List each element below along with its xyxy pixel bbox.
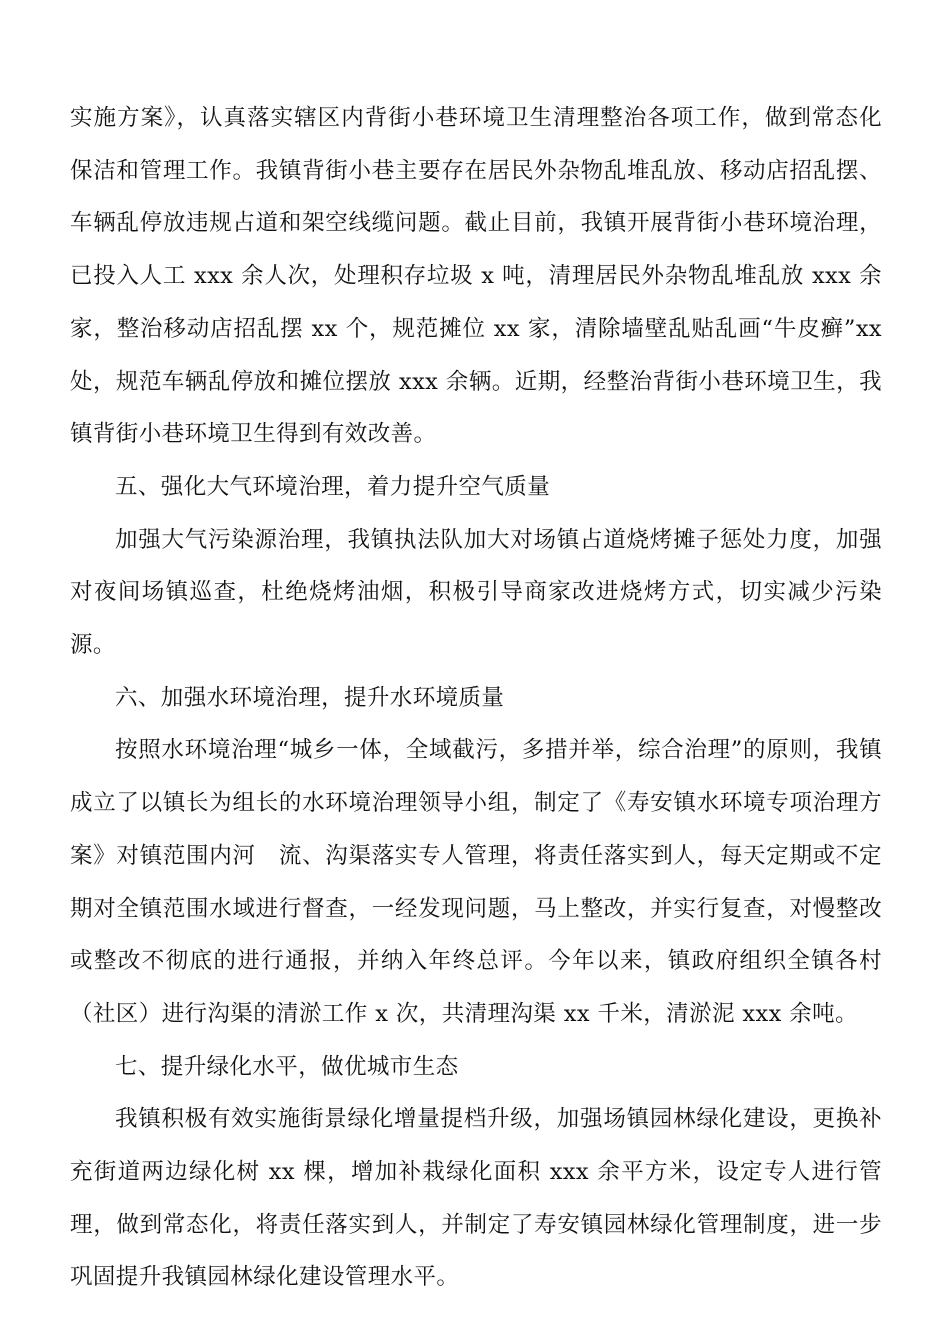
section-heading-6: 六、加强水环境治理，提升水环境质量 [115, 684, 505, 711]
section-heading-7: 七、提升绿化水平，做优城市生态 [115, 1053, 459, 1080]
paragraph-greening: 我镇积极有效实施街景绿化增量提档升级，加强场镇园林绿化建设，更换补充街道两边绿化树 xx 棵，增加补栽绿化面积 xxx 余平方米，设定专人进行管理，做到常态化，将责任落实到人，并制定了寿安镇园林绿化管理制度，进一步巩固提升我镇园林绿化建设管理水平。 [70, 1106, 882, 1291]
document-body [70, 92, 882, 1304]
section-heading-5: 五、强化大气环境治理，着力提升空气质量 [115, 473, 551, 500]
paragraph-air-quality: 加强大气污染源治理，我镇执法队加大对场镇占道烧烤摊子惩处力度，加强对夜间场镇巡查，杜绝烧烤油烟，积极引导商家改进烧烤方式，切实减少污染源。 [70, 526, 882, 659]
paragraph-water-quality: 按照水环境治理“城乡一体，全域截污，多措并举，综合治理”的原则，我镇成立了以镇长为组长的水环境治理领导小组，制定了《寿安镇水环境专项治理方案》对镇范围内河 流、沟渠落实专人管理，将责任落实到人，每天定期或不定期对全镇范围水域进行督查，一经发现问题，马上整改，并实行复查，对慢整改或整改不彻底的进行通报，并纳入年终总评。今年以来，镇政府组织全镇各村（社区）进行沟渠的清淤工作 x 次，共清理沟渠 xx 千米，清淤泥 xxx 余吨。 [70, 737, 882, 1027]
paragraph-continuation: 实施方案》，认真落实辖区内背街小巷环境卫生清理整治各项工作，做到常态化保洁和管理工作。我镇背街小巷主要存在居民外杂物乱堆乱放、移动店招乱摆、车辆乱停放违规占道和架空线缆问题。截止目前，我镇开展背街小巷环境治理，已投入人工 xxx 余人次，处理积存垃圾 x 吨，清理居民外杂物乱堆乱放 xxx 余家，整治移动店招乱摆 xx 个，规范摊位 xx 家，清除墙壁乱贴乱画“牛皮癣”xx 处，规范车辆乱停放和摊位摆放 xxx 余辆。近期，经整治背街小巷环境卫生，我镇背街小巷环境卫生得到有效改善。 [70, 105, 882, 448]
